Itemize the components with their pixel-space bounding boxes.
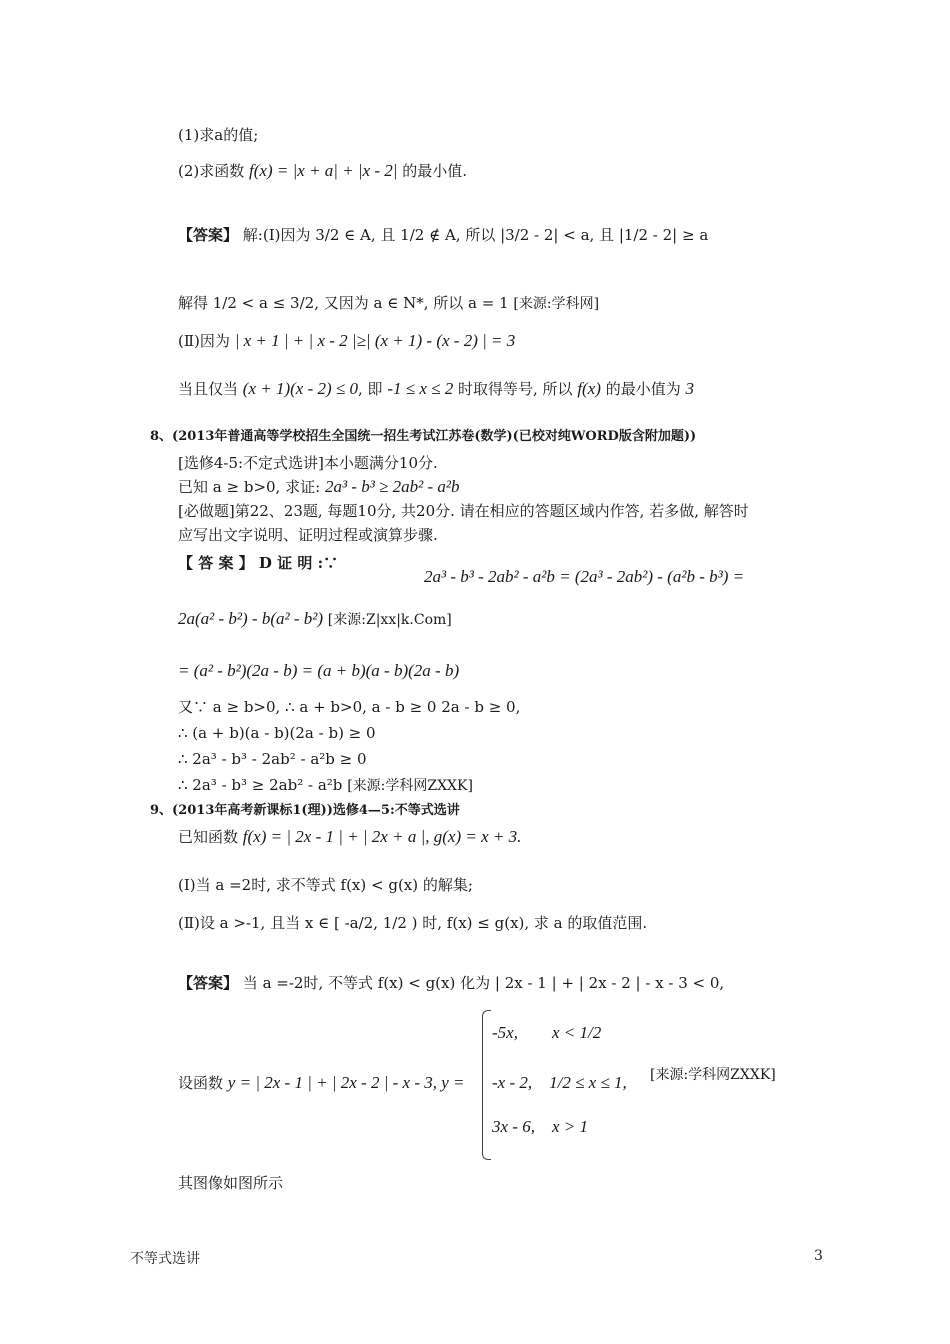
piecewise-brace bbox=[482, 1010, 491, 1160]
problem9-line1-expression: f(x) = | 2x - 1 | + | 2x + a |, g(x) = x + 3. bbox=[242, 827, 522, 846]
problem8-answer7-text: ∴ 2a³ - b³ ≥ 2ab² - a²b bbox=[178, 776, 343, 794]
answer3-line bbox=[178, 330, 515, 352]
problem8-answer-expression: 2a³ - b³ - 2ab² - a²b = (2a³ - 2ab²) - (a²b - b³) = bbox=[424, 567, 745, 586]
problem8-line4: 应写出文字说明、证明过程或演算步骤. bbox=[178, 526, 438, 544]
problem8-answer2-source: [来源:Z|xx|k.Com] bbox=[327, 612, 452, 628]
footer-title: 不等式选讲 bbox=[130, 1251, 200, 1267]
problem9-source: [来源:学科网ZXXK] bbox=[650, 1067, 776, 1083]
problem8-answer2-expression: 2a(a² - b²) - b(a² - b²) bbox=[178, 609, 324, 628]
problem9-line1 bbox=[178, 826, 521, 848]
problem9-heading: 9、(2013年高考新课标1(理))选修4—5:不等式选讲 bbox=[150, 803, 460, 818]
problem8-answer-line7 bbox=[178, 774, 473, 797]
problem8-answer-line1 bbox=[178, 552, 338, 574]
problem8-answer3-expression: = (a² - b²)(2a - b) = (a + b)(a - b)(2a - b) bbox=[178, 661, 460, 680]
problem8-answer-line2 bbox=[178, 608, 452, 631]
answer4-expression3: f(x) bbox=[577, 379, 601, 398]
answer4-expression1: (x + 1)(x - 2) ≤ 0 bbox=[242, 379, 358, 398]
problem9-line1-text: 已知函数 bbox=[178, 828, 239, 846]
problem8-answer-line5: ∴ (a + b)(a - b)(2a - b) ≥ 0 bbox=[178, 724, 376, 742]
answer2-line bbox=[178, 292, 599, 315]
answer3-expression: | x + 1 | + | x - 2 |≥| (x + 1) - (x - 2) | = 3 bbox=[234, 331, 516, 350]
answer2-text: 解得 1/2 < a ≤ 3/2, 又因为 a ∈ N*, 所以 a = 1 bbox=[178, 294, 509, 312]
piecewise-case2: -x - 2, 1/2 ≤ x ≤ 1, bbox=[492, 1073, 627, 1092]
source-note: [来源:学科网] bbox=[513, 296, 600, 312]
q2-tail: 的最小值. bbox=[402, 162, 468, 180]
problem8-answer-line4: 又∵ a ≥ b>0, ∴ a + b>0, a - b ≥ 0 2a - b ≥ 0, bbox=[178, 698, 521, 716]
answer1-text: 解:(Ⅰ)因为 3/2 ∈ A, 且 1/2 ∉ A, 所以 |3/2 - 2| < a, 且 |1/2 - 2| ≥ a bbox=[242, 226, 709, 244]
problem9-answer-label: 【答案】 bbox=[178, 974, 239, 992]
problem8-heading: 8、(2013年普通高等学校招生全国统一招生考试江苏卷(数学)(已校对纯WORD版含附加题)) bbox=[150, 429, 697, 444]
answer4-text: 当且仅当 bbox=[178, 380, 239, 398]
problem8-line2 bbox=[178, 476, 459, 498]
problem8-answer7-source: [来源:学科网ZXXK] bbox=[347, 778, 473, 794]
problem8-answer-line6: ∴ 2a³ - b³ - 2ab² - a²b ≥ 0 bbox=[178, 750, 367, 768]
problem8-line2-text: 已知 bbox=[178, 478, 209, 496]
problem8-line2-cond: a ≥ b>0, 求证: bbox=[212, 478, 321, 496]
problem8-line2-expression: 2a³ - b³ ≥ 2ab² - a²b bbox=[324, 477, 460, 496]
problem9-set-line bbox=[178, 1072, 465, 1094]
answer1-line bbox=[178, 224, 708, 246]
q1-line: (1)求a的值; bbox=[178, 126, 259, 144]
problem9-line3: (Ⅱ)设 a >-1, 且当 x ∈ [ -a/2, 1/2 ) 时, f(x) ≤ g(x), 求 a 的取值范围. bbox=[178, 914, 648, 932]
answer4-tail2: 的最小值为 bbox=[605, 380, 681, 398]
answer4-value: 3 bbox=[685, 379, 694, 398]
problem9-set-expression: y = | 2x - 1 | + | 2x - 2 | - x - 3, y = bbox=[227, 1073, 465, 1092]
answer4-line bbox=[178, 378, 694, 400]
answer4-expression2: -1 ≤ x ≤ 2 bbox=[387, 379, 454, 398]
problem8-answer-label: 【 答 案 】 D 证 明 :∵ bbox=[178, 554, 339, 572]
piecewise-case1: -5x, x < 1/2 bbox=[492, 1023, 602, 1042]
q2-line bbox=[178, 160, 467, 182]
answer3-text: (Ⅱ)因为 bbox=[178, 332, 230, 350]
problem8-answer-line3 bbox=[178, 660, 459, 682]
piecewise-case3: 3x - 6, x > 1 bbox=[492, 1117, 588, 1136]
problem9-answer-line bbox=[178, 972, 724, 994]
problem9-graph-note: 其图像如图所示 bbox=[178, 1174, 284, 1192]
answer4-mid: , 即 bbox=[358, 380, 383, 398]
q2-text: (2)求函数 bbox=[178, 162, 245, 180]
answer-label: 【答案】 bbox=[178, 226, 239, 244]
problem8-line3: [必做题]第22、23题, 每题10分, 共20分. 请在相应的答题区域内作答, 若多做, 解答时 bbox=[178, 502, 749, 520]
problem9-answer-text: 当 a =-2时, 不等式 f(x) < g(x) 化为 | 2x - 1 | + | 2x - 2 | - x - 3 < 0, bbox=[242, 974, 725, 992]
answer4-tail: 时取得等号, 所以 bbox=[457, 380, 573, 398]
problem8-answer-expression-line bbox=[424, 566, 744, 588]
q2-expression: f(x) = |x + a| + |x - 2| bbox=[249, 161, 398, 180]
problem8-line1: [选修4-5:不定式选讲]本小题满分10分. bbox=[178, 454, 438, 472]
page-number: 3 bbox=[814, 1248, 823, 1264]
problem9-line2: (Ⅰ)当 a =2时, 求不等式 f(x) < g(x) 的解集; bbox=[178, 876, 473, 894]
problem9-set-text: 设函数 bbox=[178, 1074, 224, 1092]
